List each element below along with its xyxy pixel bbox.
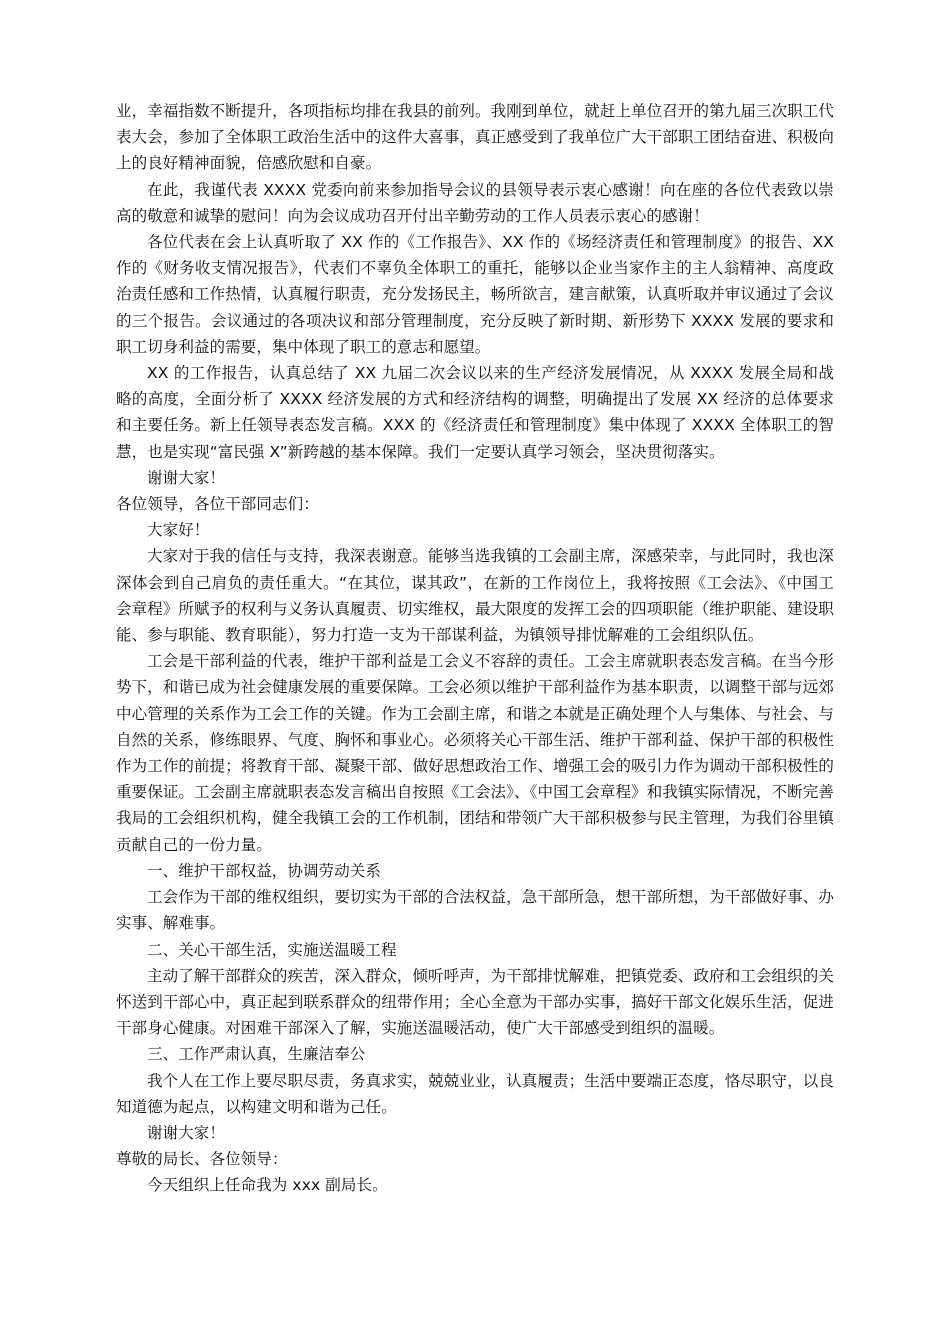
paragraph-2: 在此，我谨代表 XXXX 党委向前来参加指导会议的县领导表示衷心感谢！向在座的各位代表致以崇高的敬意和诚挚的慰问！向为会议成功召开付出辛勤劳动的工作人员表示衷心的感谢！ xyxy=(116,180,834,225)
salutation-1: 各位领导，各位干部同志们： xyxy=(116,495,319,514)
paragraph-15: 我个人在工作上要尽职尽责，务真求实，兢兢业业，认真履责；生活中要端正态度，恪尽职守，以良知道德为起点，以构建文明和谐为己任。 xyxy=(116,1071,834,1116)
paragraph-4: XX 的工作报告，认真总结了 XX 九届二次会议以来的生产经济发展情况，从 XXXX 发展全局和战略的高度，全面分析了 XXXX 经济发展的方式和经济结构的调整，明确提出了发展 XX 经济的总体要求和主要任务。新上任领导表态发言稿。XXX 的《经济责任和管理制度》集中体现了 XXXX 全体职工的智慧，也是实现“富民强 X”新跨越的基本保障。我们一定要认真学习领会，坚决贯彻落实。 xyxy=(116,364,834,461)
paragraph-18: 今天组织上任命我为 xxx 副局长。 xyxy=(147,1176,388,1195)
paragraph-1: 业，幸福指数不断提升，各项指标均排在我县的前列。我刚到单位，就赶上单位召开的第九届三次职工代表大会，参加了全体职工政治生活中的这件大喜事，真正感受到了我单位广大干部职工团结奋进、积极向上的良好精神面貌，倍感欣慰和自豪。 xyxy=(116,102,834,173)
section-heading-1: 一、维护干部权益，协调劳动关系 xyxy=(147,861,382,880)
paragraph-13: 主动了解干部群众的疾苦，深入群众，倾听呼声，为干部排忧解难，把镇党委、政府和工会组织的关怀送到干部心中，真正起到联系群众的纽带作用；全心全意为干部办实事，搞好干部文化娱乐生活，促进干部身心健康。对困难干部深入了解，实施送温暖活动，使广大干部感受到组织的温暖。 xyxy=(116,966,834,1038)
closing-thanks-2: 谢谢大家！ xyxy=(147,1123,226,1142)
salutation-2: 尊敬的局长、各位领导： xyxy=(116,1150,288,1169)
paragraph-9: 工会是干部利益的代表，维护干部利益是工会义不容辞的责任。工会主席就职表态发言稿。在当今形势下，和谐已成为社会健康发展的重要保障。工会必须以维护干部利益作为基本职责，以调整干部与远郊中心管理的关系作为工会工作的关键。作为工会副主席，和谐之本就是正确处理个人与集体、与社会、与自然的关系，修练眼界、气度、胸怀和事业心。必须将关心干部生活、维护干部利益、保护干部的积极性作为工作的前提；将教育干部、凝聚干部、做好思想政治工作、增强工会的吸引力作为调动干部积极性的重要保证。工会副主席就职表态发言稿出自按照《工会法》、《中国工会章程》和我镇实际情况，不断完善我局的工会组织机构，健全我镇工会的工作机制，团结和带领广大干部积极参与民主管理，为我们谷里镇贡献自己的一份力量。 xyxy=(116,652,834,854)
greeting: 大家好！ xyxy=(147,521,210,540)
paragraph-8: 大家对于我的信任与支持，我深表谢意。能够当选我镇的工会副主席，深感荣幸，与此同时，我也深深体会到自己肩负的责任重大。“在其位，谋其政”，在新的工作岗位上，我将按照《工会法》、《中国工会章程》所赋予的权利与义务认真履责、切实维权，最大限度的发挥工会的四项职能（维护职能、建设职能、参与职能、教育职能），努力打造一支为干部谋利益，为镇领导排忧解难的工会组织队伍。 xyxy=(116,547,834,645)
closing-thanks-1: 谢谢大家！ xyxy=(147,468,226,487)
section-heading-2: 二、关心干部生活，实施送温暖工程 xyxy=(147,940,397,959)
section-heading-3: 三、工作严肃认真，生廉洁奉公 xyxy=(147,1045,366,1064)
paragraph-3: 各位代表在会上认真听取了 XX 作的《工作报告》、XX 作的《场经济责任和管理制度》的报告、XX 作的《财务收支情况报告》，代表们不辜负全体职工的重托，能够以企业当家作主的主人翁精神、高度政治责任感和工作热情，认真履行职责，充分发扬民主，畅所欲言，建言献策，认真听取并审议通过了会议的三个报告。会议通过的各项决议和部分管理制度，充分反映了新时期、新形势下 XXXX 发展的要求和职工切身利益的需要，集中体现了职工的意志和愿望。 xyxy=(116,233,834,356)
paragraph-11: 工会作为干部的维权组织，要切实为干部的合法权益，急干部所急，想干部所想，为干部做好事、办实事、解难事。 xyxy=(116,888,834,933)
document-page xyxy=(116,98,834,1199)
